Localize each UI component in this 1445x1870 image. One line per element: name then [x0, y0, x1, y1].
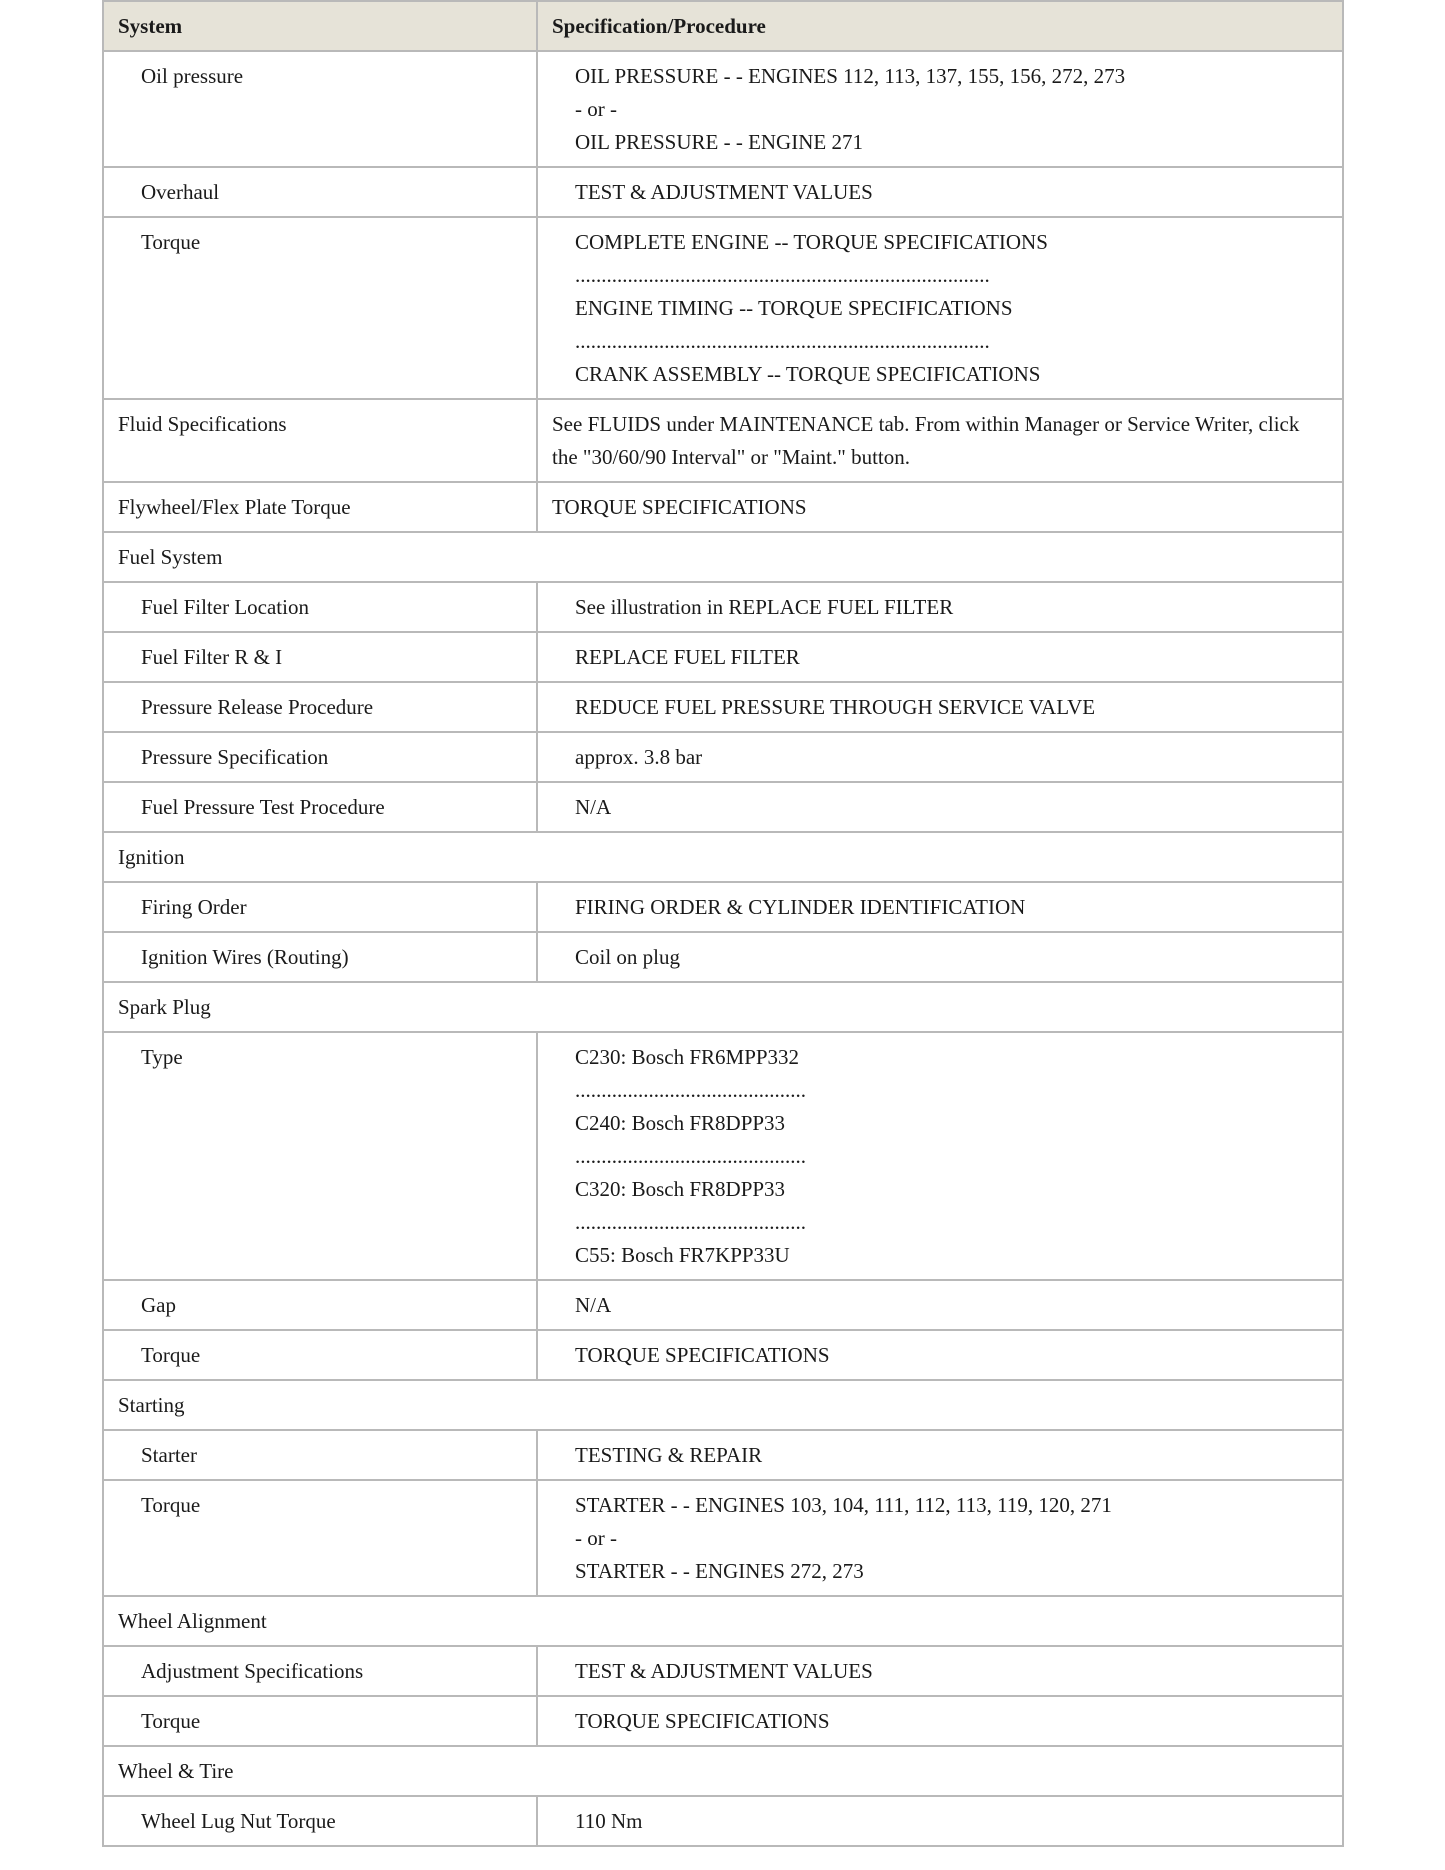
specification-cell	[537, 682, 1343, 732]
section-row	[103, 1596, 1343, 1646]
system-cell: Firing Order	[103, 882, 537, 932]
specification-cell	[537, 932, 1343, 982]
system-cell: Torque	[103, 1480, 537, 1596]
table-row	[103, 782, 1343, 832]
table-row	[103, 217, 1343, 399]
system-cell: Flywheel/Flex Plate Torque	[103, 482, 537, 532]
table-row	[103, 582, 1343, 632]
table-row	[103, 167, 1343, 217]
specification-line: C55: Bosch FR7KPP33U	[575, 1243, 790, 1267]
specification-line: See FLUIDS under MAINTENANCE tab. From within Manager or Service Writer, click the "30/60/90 Interval" or "Maint." button.	[552, 412, 1300, 469]
specification-cell	[537, 51, 1343, 167]
table-row	[103, 1280, 1343, 1330]
specification-cell	[537, 1280, 1343, 1330]
specification-line: TEST & ADJUSTMENT VALUES	[575, 180, 873, 204]
specification-cell	[537, 782, 1343, 832]
specification-line: TESTING & REPAIR	[575, 1443, 763, 1467]
specification-cell	[537, 482, 1343, 532]
system-cell: Type	[103, 1032, 537, 1280]
system-cell: Torque	[103, 217, 537, 399]
table-row	[103, 1480, 1343, 1596]
section-label: Wheel Alignment	[103, 1596, 1343, 1646]
section-label: Spark Plug	[103, 982, 1343, 1032]
system-cell: Torque	[103, 1330, 537, 1380]
specification-line: REPLACE FUEL FILTER	[575, 645, 800, 669]
section-row	[103, 982, 1343, 1032]
table-row	[103, 1646, 1343, 1696]
specification-line: ...............................................................................	[575, 329, 990, 353]
specification-line: TORQUE SPECIFICATIONS	[575, 1709, 830, 1733]
spec-table	[102, 0, 1344, 1847]
section-label: Starting	[103, 1380, 1343, 1430]
specification-cell	[537, 217, 1343, 399]
table-row	[103, 399, 1343, 482]
section-row	[103, 532, 1343, 582]
system-cell: Fuel Filter R & I	[103, 632, 537, 682]
spec-body	[103, 51, 1343, 1846]
header-row	[103, 1, 1343, 51]
specification-line: Coil on plug	[575, 945, 681, 969]
specification-line: TEST & ADJUSTMENT VALUES	[575, 1659, 873, 1683]
specification-cell	[537, 882, 1343, 932]
header-specification: Specification/Procedure	[537, 1, 1343, 51]
section-row	[103, 1746, 1343, 1796]
specification-line: ...............................................................................	[575, 263, 990, 287]
table-row	[103, 732, 1343, 782]
specification-cell	[537, 1796, 1343, 1846]
specification-line: 110 Nm	[575, 1809, 643, 1833]
section-label: Ignition	[103, 832, 1343, 882]
specification-line: OIL PRESSURE - - ENGINES 112, 113, 137, 155, 156, 272, 273	[575, 64, 1126, 88]
section-label: Fuel System	[103, 532, 1343, 582]
table-row	[103, 1032, 1343, 1280]
specification-line: - or -	[575, 1526, 617, 1550]
specification-line: STARTER - - ENGINES 103, 104, 111, 112, 113, 119, 120, 271	[575, 1493, 1112, 1517]
system-cell: Torque	[103, 1696, 537, 1746]
specification-cell	[537, 1430, 1343, 1480]
table-row	[103, 632, 1343, 682]
table-row	[103, 882, 1343, 932]
table-row	[103, 51, 1343, 167]
system-cell: Fluid Specifications	[103, 399, 537, 482]
table-row	[103, 932, 1343, 982]
specification-cell	[537, 1032, 1343, 1280]
specification-line: - or -	[575, 97, 617, 121]
specification-line: See illustration in REPLACE FUEL FILTER	[575, 595, 954, 619]
system-cell: Fuel Pressure Test Procedure	[103, 782, 537, 832]
system-cell: Pressure Release Procedure	[103, 682, 537, 732]
specification-cell	[537, 582, 1343, 632]
table-row	[103, 682, 1343, 732]
specification-cell	[537, 632, 1343, 682]
specification-line: STARTER - - ENGINES 272, 273	[575, 1559, 864, 1583]
specification-cell	[537, 1646, 1343, 1696]
specification-line: OIL PRESSURE - - ENGINE 271	[575, 130, 863, 154]
section-row	[103, 1380, 1343, 1430]
section-label: Wheel & Tire	[103, 1746, 1343, 1796]
specification-cell	[537, 1696, 1343, 1746]
specification-line: N/A	[575, 795, 612, 819]
specification-line: approx. 3.8 bar	[575, 745, 703, 769]
specification-line: C240: Bosch FR8DPP33	[575, 1111, 786, 1135]
specification-line: ............................................	[575, 1078, 806, 1102]
table-row	[103, 482, 1343, 532]
table-row	[103, 1796, 1343, 1846]
specification-cell	[537, 399, 1343, 482]
specification-line: ............................................	[575, 1210, 806, 1234]
system-cell: Gap	[103, 1280, 537, 1330]
specification-cell	[537, 167, 1343, 217]
specification-line: N/A	[575, 1293, 612, 1317]
specification-line: C320: Bosch FR8DPP33	[575, 1177, 786, 1201]
system-cell: Ignition Wires (Routing)	[103, 932, 537, 982]
table-row	[103, 1330, 1343, 1380]
specification-line: COMPLETE ENGINE -- TORQUE SPECIFICATIONS	[575, 230, 1048, 254]
system-cell: Oil pressure	[103, 51, 537, 167]
specification-line: ENGINE TIMING -- TORQUE SPECIFICATIONS	[575, 296, 1013, 320]
specification-line: ............................................	[575, 1144, 806, 1168]
specification-line: TORQUE SPECIFICATIONS	[575, 1343, 830, 1367]
specification-line: FIRING ORDER & CYLINDER IDENTIFICATION	[575, 895, 1026, 919]
specification-line: CRANK ASSEMBLY -- TORQUE SPECIFICATIONS	[575, 362, 1041, 386]
system-cell: Starter	[103, 1430, 537, 1480]
system-cell: Wheel Lug Nut Torque	[103, 1796, 537, 1846]
system-cell: Fuel Filter Location	[103, 582, 537, 632]
table-row	[103, 1696, 1343, 1746]
specification-line: TORQUE SPECIFICATIONS	[552, 495, 807, 519]
specification-line: C230: Bosch FR6MPP332	[575, 1045, 800, 1069]
system-cell: Overhaul	[103, 167, 537, 217]
specification-cell	[537, 732, 1343, 782]
system-cell: Pressure Specification	[103, 732, 537, 782]
system-cell: Adjustment Specifications	[103, 1646, 537, 1696]
header-system: System	[103, 1, 537, 51]
specification-cell	[537, 1480, 1343, 1596]
specification-line: REDUCE FUEL PRESSURE THROUGH SERVICE VALVE	[575, 695, 1096, 719]
specification-cell	[537, 1330, 1343, 1380]
section-row	[103, 832, 1343, 882]
table-row	[103, 1430, 1343, 1480]
